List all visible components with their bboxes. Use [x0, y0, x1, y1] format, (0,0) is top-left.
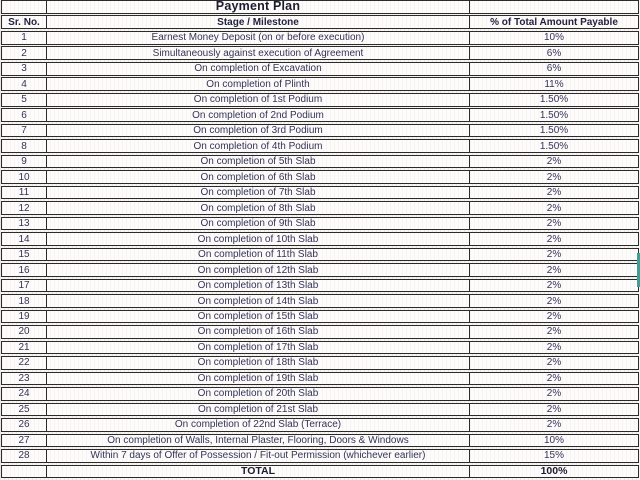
sr-no-cell: 6	[21, 109, 27, 121]
pct-cell: 2%	[469, 419, 638, 431]
stage-cell: On completion of 19th Slab	[46, 373, 469, 385]
sr-no-cell: 8	[21, 140, 27, 152]
sr-no-cell: 11	[18, 187, 30, 199]
table-row	[1, 279, 639, 293]
stage-cell: On completion of 9th Slab	[46, 218, 469, 230]
pct-cell: 2%	[469, 342, 638, 354]
pct-cell: 2%	[469, 311, 638, 323]
pct-cell: 6%	[469, 47, 638, 59]
sr-no-cell: 2	[21, 47, 27, 59]
pct-cell: 2%	[469, 156, 638, 168]
table-row	[1, 356, 639, 370]
table-row	[1, 31, 639, 45]
total-value: 100%	[469, 466, 638, 478]
table-row	[1, 294, 639, 308]
sr-no-cell: 12	[18, 202, 30, 214]
sr-no-cell: 16	[18, 264, 30, 276]
stage-cell: On completion of Walls, Internal Plaster, Flooring, Doors & Windows	[46, 435, 469, 447]
table-row	[1, 201, 639, 215]
sr-no-cell: 15	[18, 249, 30, 261]
stage-cell: On completion of 2nd Podium	[46, 109, 469, 121]
table-row	[1, 93, 639, 107]
stage-cell: On completion of Excavation	[46, 63, 469, 75]
sr-no-cell: 17	[18, 280, 30, 292]
table-row	[1, 124, 639, 138]
table-row	[1, 170, 639, 184]
sr-no-cell: 13	[18, 218, 30, 230]
table-row	[1, 217, 639, 231]
pct-cell: 2%	[469, 202, 638, 214]
stage-cell: On completion of 1st Podium	[46, 94, 469, 106]
table-row	[1, 77, 639, 91]
total-label: TOTAL	[46, 466, 469, 478]
pct-cell: 2%	[469, 373, 638, 385]
stage-cell: On completion of 7th Slab	[46, 187, 469, 199]
table-row	[1, 387, 639, 401]
table-row	[1, 325, 639, 339]
stage-cell: On completion of 21st Slab	[46, 404, 469, 416]
stage-cell: On completion of 22nd Slab (Terrace)	[46, 419, 469, 431]
sr-no-cell: 7	[21, 125, 27, 137]
table-body	[1, 31, 639, 463]
sr-no-cell: 3	[21, 63, 27, 75]
sr-no-cell: 27	[18, 434, 30, 446]
pct-cell: 6%	[469, 63, 638, 75]
page-title: Payment Plan	[46, 1, 469, 13]
table-row	[1, 310, 639, 324]
sr-no-cell: 1	[21, 32, 27, 44]
stage-cell: On completion of Plinth	[46, 78, 469, 90]
title-right-spacer	[469, 1, 638, 13]
column-header-stage-milestone: Stage / Milestone	[46, 16, 469, 28]
stage-cell: On completion of 4th Podium	[46, 140, 469, 152]
sr-no-cell: 22	[18, 357, 30, 369]
pct-cell: 1.50%	[469, 109, 638, 121]
stage-cell: On completion of 3rd Podium	[46, 125, 469, 137]
pct-cell: 2%	[469, 280, 638, 292]
stage-cell: On completion of 11th Slab	[46, 249, 469, 261]
stage-cell: On completion of 14th Slab	[46, 295, 469, 307]
pct-cell: 15%	[469, 450, 638, 462]
stage-cell: On completion of 6th Slab	[46, 171, 469, 183]
sr-no-cell: 26	[18, 419, 30, 431]
table-row	[1, 403, 639, 417]
stage-cell: On completion of 20th Slab	[46, 388, 469, 400]
table-row	[1, 139, 639, 153]
table-row	[1, 62, 639, 76]
pct-cell: 10%	[469, 32, 638, 44]
table-row	[1, 248, 639, 262]
stage-cell: On completion of 8th Slab	[46, 202, 469, 214]
pct-cell: 10%	[469, 435, 638, 447]
table-row	[1, 46, 639, 60]
stage-cell: On completion of 10th Slab	[46, 233, 469, 245]
column-header-sr-no: Sr. No.	[8, 16, 40, 28]
stage-cell: On completion of 12th Slab	[46, 264, 469, 276]
pct-cell: 2%	[469, 264, 638, 276]
table-row	[1, 341, 639, 355]
pct-cell: 2%	[469, 295, 638, 307]
stage-cell: On completion of 18th Slab	[46, 357, 469, 369]
pct-cell: 2%	[469, 357, 638, 369]
pct-cell: 2%	[469, 404, 638, 416]
table-row	[1, 418, 639, 432]
stage-cell: On completion of 16th Slab	[46, 326, 469, 338]
pct-cell: 2%	[469, 171, 638, 183]
table-row	[1, 186, 639, 200]
table-title-row	[1, 0, 639, 14]
pct-cell: 2%	[469, 249, 638, 261]
table-row	[1, 449, 639, 463]
pct-cell: 2%	[469, 218, 638, 230]
sr-no-cell: 19	[18, 310, 30, 322]
pct-cell: 1.50%	[469, 140, 638, 152]
table-total-row	[1, 465, 639, 479]
pct-cell: 2%	[469, 388, 638, 400]
table-row	[1, 155, 639, 169]
sr-no-cell: 20	[18, 326, 30, 338]
column-header-percent-payable: % of Total Amount Payable	[469, 16, 638, 28]
pct-cell: 1.50%	[469, 94, 638, 106]
sr-no-cell: 25	[18, 403, 30, 415]
sr-no-cell: 23	[18, 372, 30, 384]
pct-cell: 11%	[469, 78, 638, 90]
sr-no-cell: 24	[18, 388, 30, 400]
sr-no-cell: 4	[21, 78, 27, 90]
stage-cell: Within 7 days of Offer of Possession / Fit-out Permission (whichever earlier)	[46, 450, 469, 462]
sr-no-cell: 18	[18, 295, 30, 307]
stage-cell: On completion of 13th Slab	[46, 280, 469, 292]
stage-cell: Earnest Money Deposit (on or before execution)	[46, 32, 469, 44]
sr-no-cell: 28	[18, 450, 30, 462]
pct-cell: 2%	[469, 326, 638, 338]
table-row	[1, 108, 639, 122]
sr-no-cell: 10	[18, 171, 30, 183]
sr-no-cell: 14	[18, 233, 30, 245]
sr-no-cell: 5	[21, 94, 27, 106]
sr-no-cell: 9	[21, 156, 27, 168]
table-row	[1, 372, 639, 386]
title-left-spacer	[2, 1, 46, 13]
sr-no-cell: 21	[18, 341, 30, 353]
pct-cell: 2%	[469, 233, 638, 245]
pct-cell: 1.50%	[469, 125, 638, 137]
table-row	[1, 232, 639, 246]
stage-cell: On completion of 5th Slab	[46, 156, 469, 168]
table-row	[1, 434, 639, 448]
table-row	[1, 263, 639, 277]
stage-cell: On completion of 17th Slab	[46, 342, 469, 354]
stage-cell: On completion of 15th Slab	[46, 311, 469, 323]
stage-cell: Simultaneously against execution of Agreement	[46, 47, 469, 59]
table-header-row	[1, 15, 639, 29]
total-left-spacer	[2, 466, 46, 478]
pct-cell: 2%	[469, 187, 638, 199]
